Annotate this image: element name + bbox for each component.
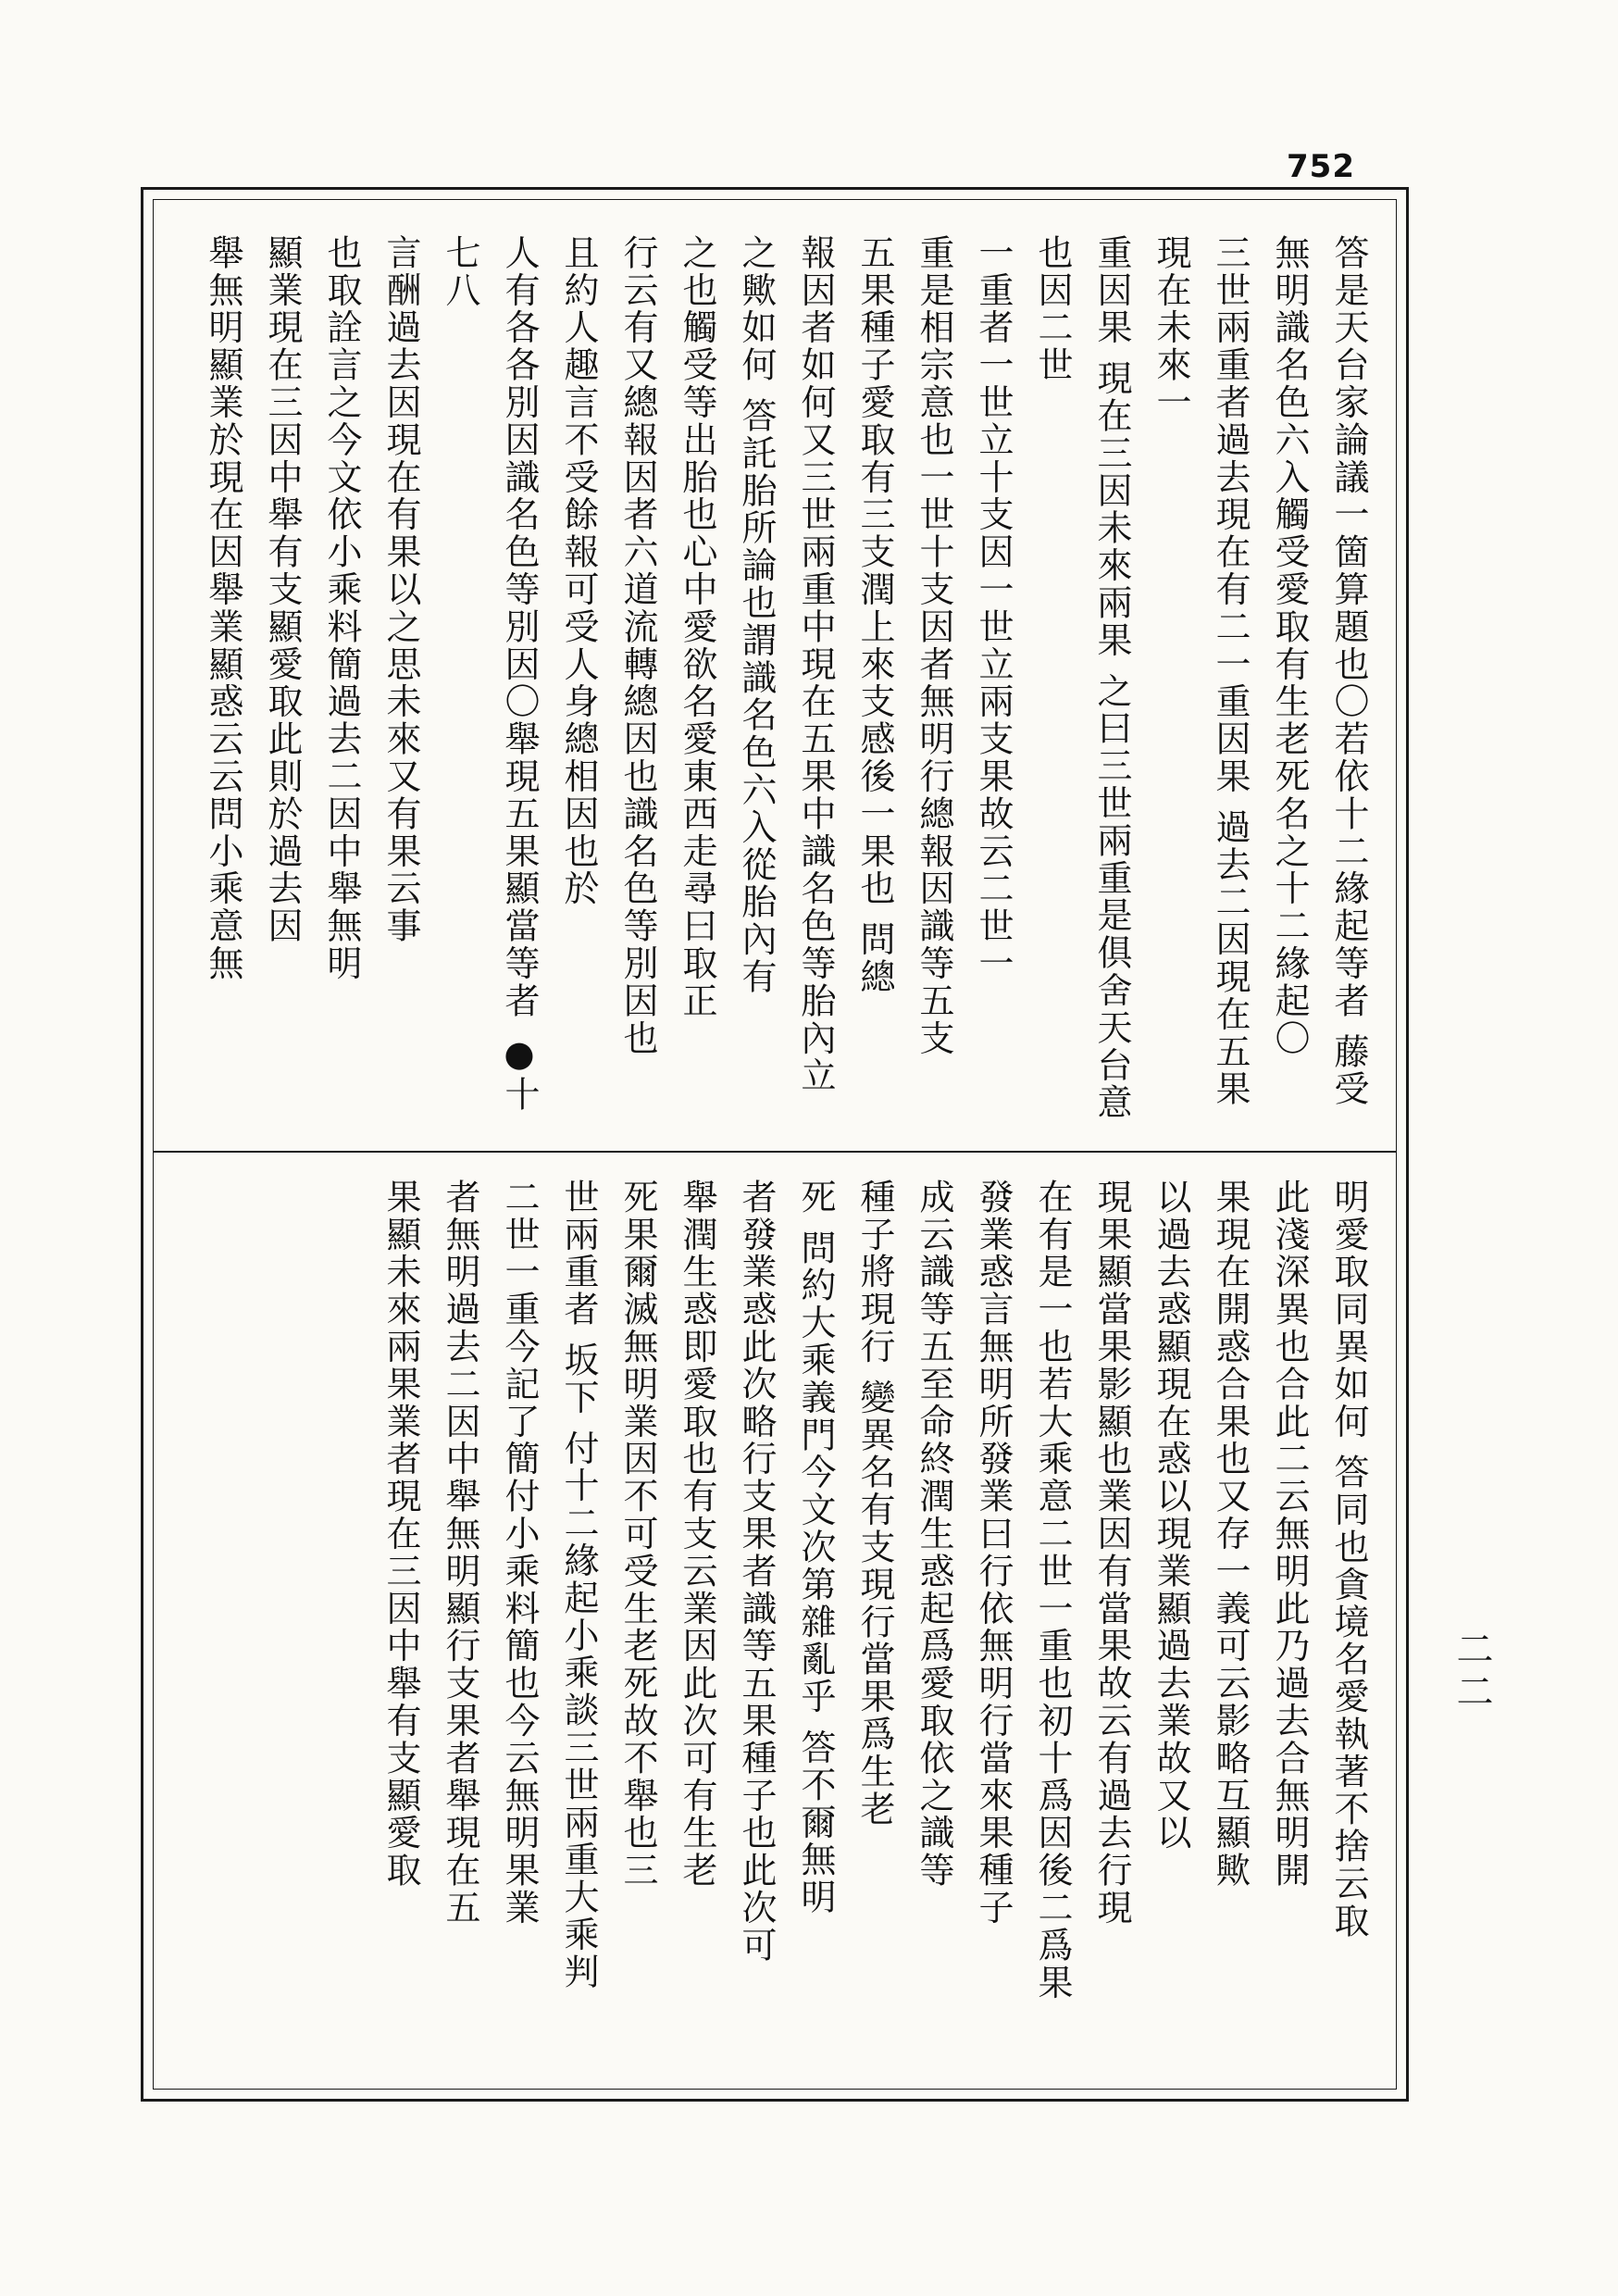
- text-column: 發業惑言無明所發業曰行依無明行當來果種子: [973, 1179, 1014, 1927]
- text-column: 舉無明顯業於現在因舉業顯惑云云問小乘意無: [203, 234, 243, 982]
- text-column: 果現在開惑合果也又存一義可云影略互顯歟: [1210, 1179, 1251, 1890]
- text-column: 答是天台家論議一箇算題也〇若依十二緣起等者 藤受: [1328, 234, 1369, 1108]
- upper-register: [171, 234, 1378, 1142]
- text-column: 舉潤生惑即愛取也有支云業因此次可有生老: [677, 1179, 717, 1890]
- text-frame: [141, 187, 1409, 2102]
- text-column: 死 問約大乘義門今文次第雜亂乎 答不爾無明: [795, 1179, 836, 1916]
- marginal-number: 二二: [1450, 1629, 1493, 1715]
- text-column: 世兩重者 坂下 付十二緣起小乘談三世兩重大乘判: [558, 1179, 599, 1991]
- text-column: 者發業惑此次略行支果者識等五果種子也此次可: [736, 1179, 777, 1965]
- text-column: 之歟如何 答託胎所論也謂識名色六入從胎內有: [736, 234, 777, 996]
- text-column: 顯業現在三因中舉有支顯愛取此則於過去因: [262, 234, 303, 945]
- text-column: 行云有又總報因者六道流轉總因也識名色等別因也: [617, 234, 658, 1057]
- register-divider: [153, 1151, 1397, 1153]
- text-column: 種子將現行 變異名有支現行當果爲生老: [854, 1179, 895, 1828]
- text-column: 果顯未來兩果業者現在三因中舉有支顯愛取: [380, 1179, 421, 1890]
- text-column: 人有各各別因識名色等別因〇舉現五果顯當等者 ●十七八: [440, 234, 540, 1114]
- text-column: 報因者如何又三世兩重中現在五果中識名色等胎內立: [795, 234, 836, 1095]
- lower-register: [171, 1179, 1378, 2078]
- text-column: 也取詮言之今文依小乘料簡過去二因中舉無明: [321, 234, 362, 982]
- text-column: 之也觸受等出胎也心中愛欲名愛東西走尋曰取正: [677, 234, 717, 1020]
- page-number: 752: [1287, 148, 1355, 185]
- text-column: 者無明過去二因中舉無明顯行支果者舉現在五: [440, 1179, 480, 1927]
- text-column: 三世兩重者過去現在有二一重因果 過去二因現在五果 現在未來一: [1151, 234, 1251, 1108]
- text-column: 成云識等五至命終潤生惑起爲愛取依之識等: [914, 1179, 954, 1890]
- text-column: 言酬過去因現在有果以之思未來又有果云事: [380, 234, 421, 945]
- text-column: 死果爾滅無明業因不可受生老死故不舉也三: [617, 1179, 658, 1890]
- text-column: 且約人趣言不受餘報可受人身總相因也於: [558, 234, 599, 908]
- text-column: 無明識名色六入觸受愛取有生老死名之十二緣起〇: [1269, 234, 1310, 1057]
- text-column: 明愛取同異如何 答同也貪境名愛執著不捨云取: [1328, 1179, 1369, 1940]
- text-column: 重是相宗意也一世十支因者無明行總報因識等五支: [914, 234, 954, 1057]
- text-column: 現果顯當果影顯也業因有當果故云有過去行現: [1091, 1179, 1132, 1927]
- text-column: 以過去惑顯現在惑以現業顯過去業故又以: [1151, 1179, 1191, 1853]
- text-column: 二世一重今記了簡付小乘料簡也今云無明果業: [499, 1179, 540, 1927]
- text-column: 重因果 現在三因未來兩果 之曰三世兩重是俱舍天台意也因二世: [1032, 234, 1132, 1122]
- text-column: 一重者一世立十支因一世立兩支果故云二世一: [973, 234, 1014, 982]
- text-column: 五果種子愛取有三支潤上來支感後一果也 問總: [854, 234, 895, 996]
- text-column: 此淺深異也合此二云無明此乃過去合無明開: [1269, 1179, 1310, 1890]
- text-column: 在有是一也若大乘意二世一重也初十爲因後二爲果: [1032, 1179, 1073, 2002]
